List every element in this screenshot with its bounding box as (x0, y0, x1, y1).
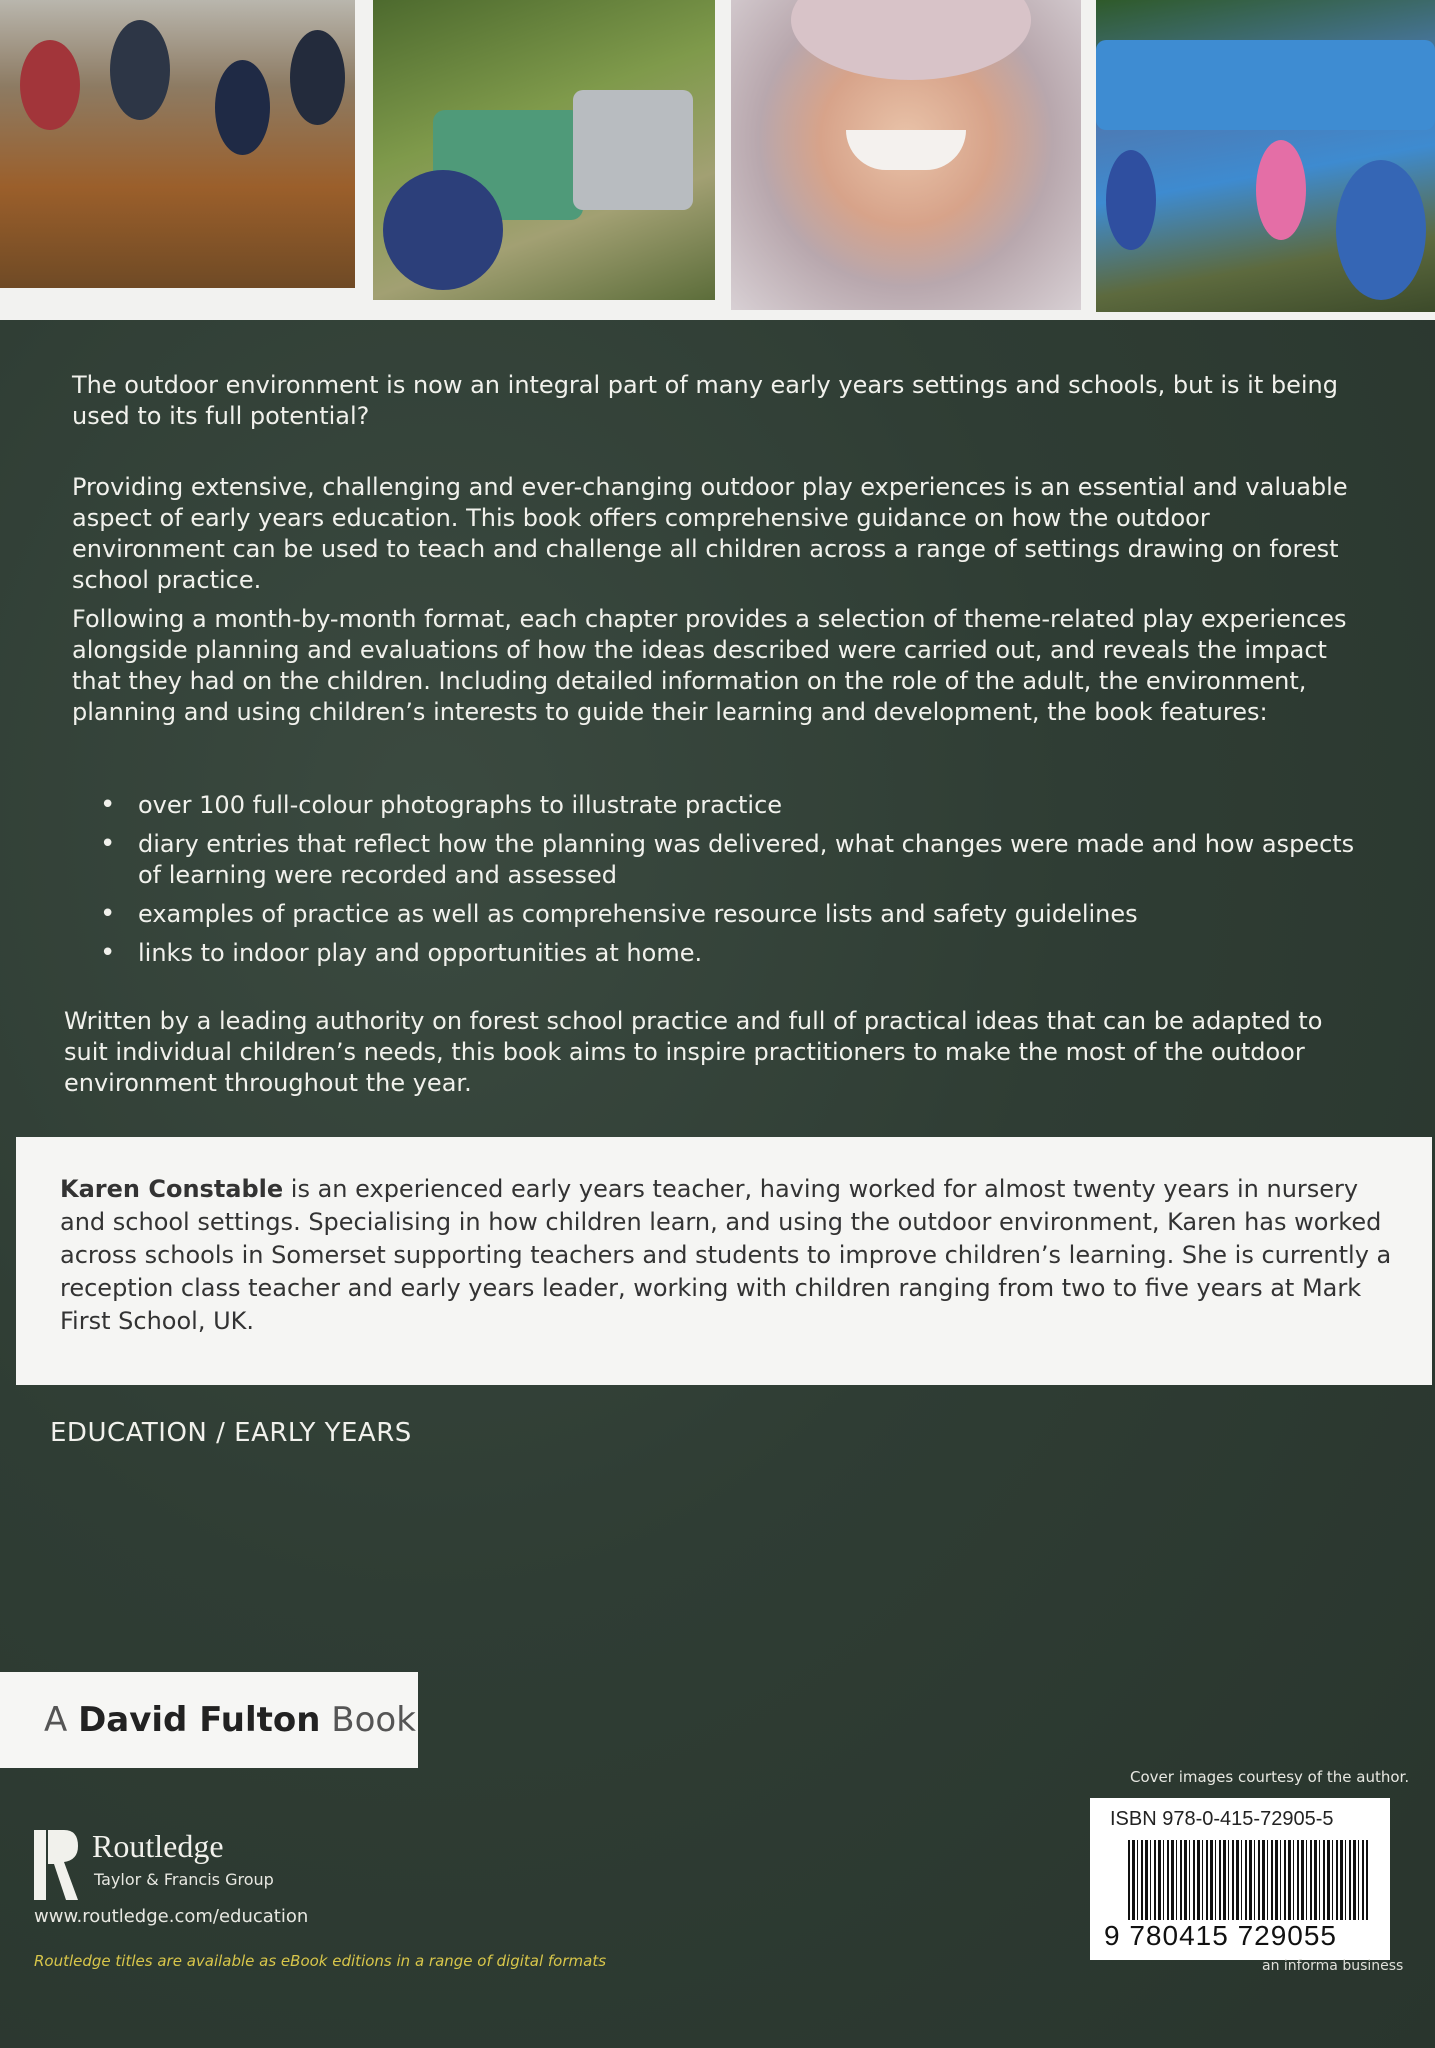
feature-item: • links to indoor play and opportunities at home. (100, 938, 1370, 969)
photo-smiling-child (731, 0, 1081, 310)
imprint-suffix: Book (331, 1700, 416, 1740)
photo-children-den (1096, 0, 1435, 312)
feature-item: • diary entries that reflect how the planning was delivered, what changes were made and how aspects of learning were recorded and assessed (100, 829, 1370, 891)
imprint-name: David Fulton (78, 1700, 321, 1740)
publisher-url: www.routledge.com/education (34, 1906, 309, 1927)
imprint-label (44, 1700, 416, 1740)
closing-paragraph: Written by a leading authority on forest school practice and full of practical ideas that can be adapted to suit individual children’s needs, this book aims to inspire practitioners to make the most of the outdoor environment throughout the year. (64, 1007, 1323, 1097)
informa-label: an informa business (1262, 1958, 1404, 1974)
author-bio-text: is an experienced early years teacher, having worked for almost twenty years in nursery and school settings. Specialising in how children learn, and using the outdoor environment, Karen has worked across schools in Somerset supporting teachers and students to improve children’s learning. She is currently a reception class teacher and early years leader, working with children ranging from two to five years at Mark First School, UK. (60, 1175, 1392, 1335)
barcode-icon (1128, 1840, 1368, 1920)
image-credit: Cover images courtesy of the author. (1130, 1768, 1410, 1786)
routledge-logo-icon (34, 1830, 78, 1900)
feature-item: • over 100 full-colour photographs to illustrate practice (100, 790, 1370, 821)
description-paragraph: Providing extensive, challenging and ever-changing outdoor play experiences is an essential and valuable aspect of early years education. This book offers comprehensive guidance on how the outdoor environment can be used to teach and challenge all children across a range of settings drawing on forest school practice. (72, 473, 1348, 594)
barcode-box (1090, 1798, 1390, 1960)
isbn-label: ISBN 978-0-415-72905-5 (1110, 1808, 1334, 1830)
photo-child-with-net (373, 0, 715, 300)
ebook-note: Routledge titles are available as eBook editions in a range of digital formats (34, 1952, 607, 1970)
format-paragraph: Following a month-by-month format, each chapter provides a selection of theme-related play experiences alongside planning and evaluations of how the ideas described were carried out, and reveals the impact that they had on the children. Including detailed information on the role of the adult, the environment, planning and using children’s interests to guide their learning and development, the book features: (72, 605, 1347, 726)
publisher-name: Routledge (92, 1828, 224, 1864)
barcode-number: 9 780415 729055 (1104, 1920, 1337, 1951)
photo-strip (0, 0, 1435, 320)
author-bio (60, 1173, 1400, 1338)
imprint-box (0, 1672, 418, 1768)
publisher-group: Taylor & Francis Group (94, 1870, 274, 1889)
author-bio-box (16, 1137, 1432, 1385)
features-list (100, 790, 1370, 977)
intro-paragraph: The outdoor environment is now an integral part of many early years settings and schools, but is it being used to its full potential? (72, 371, 1338, 430)
subject-category: EDUCATION / EARLY YEARS (50, 1418, 412, 1448)
feature-item: • examples of practice as well as comprehensive resource lists and safety guidelines (100, 899, 1370, 930)
photo-children-leaves (0, 0, 355, 288)
imprint-prefix: A (44, 1700, 68, 1740)
author-name: Karen Constable (60, 1175, 284, 1203)
